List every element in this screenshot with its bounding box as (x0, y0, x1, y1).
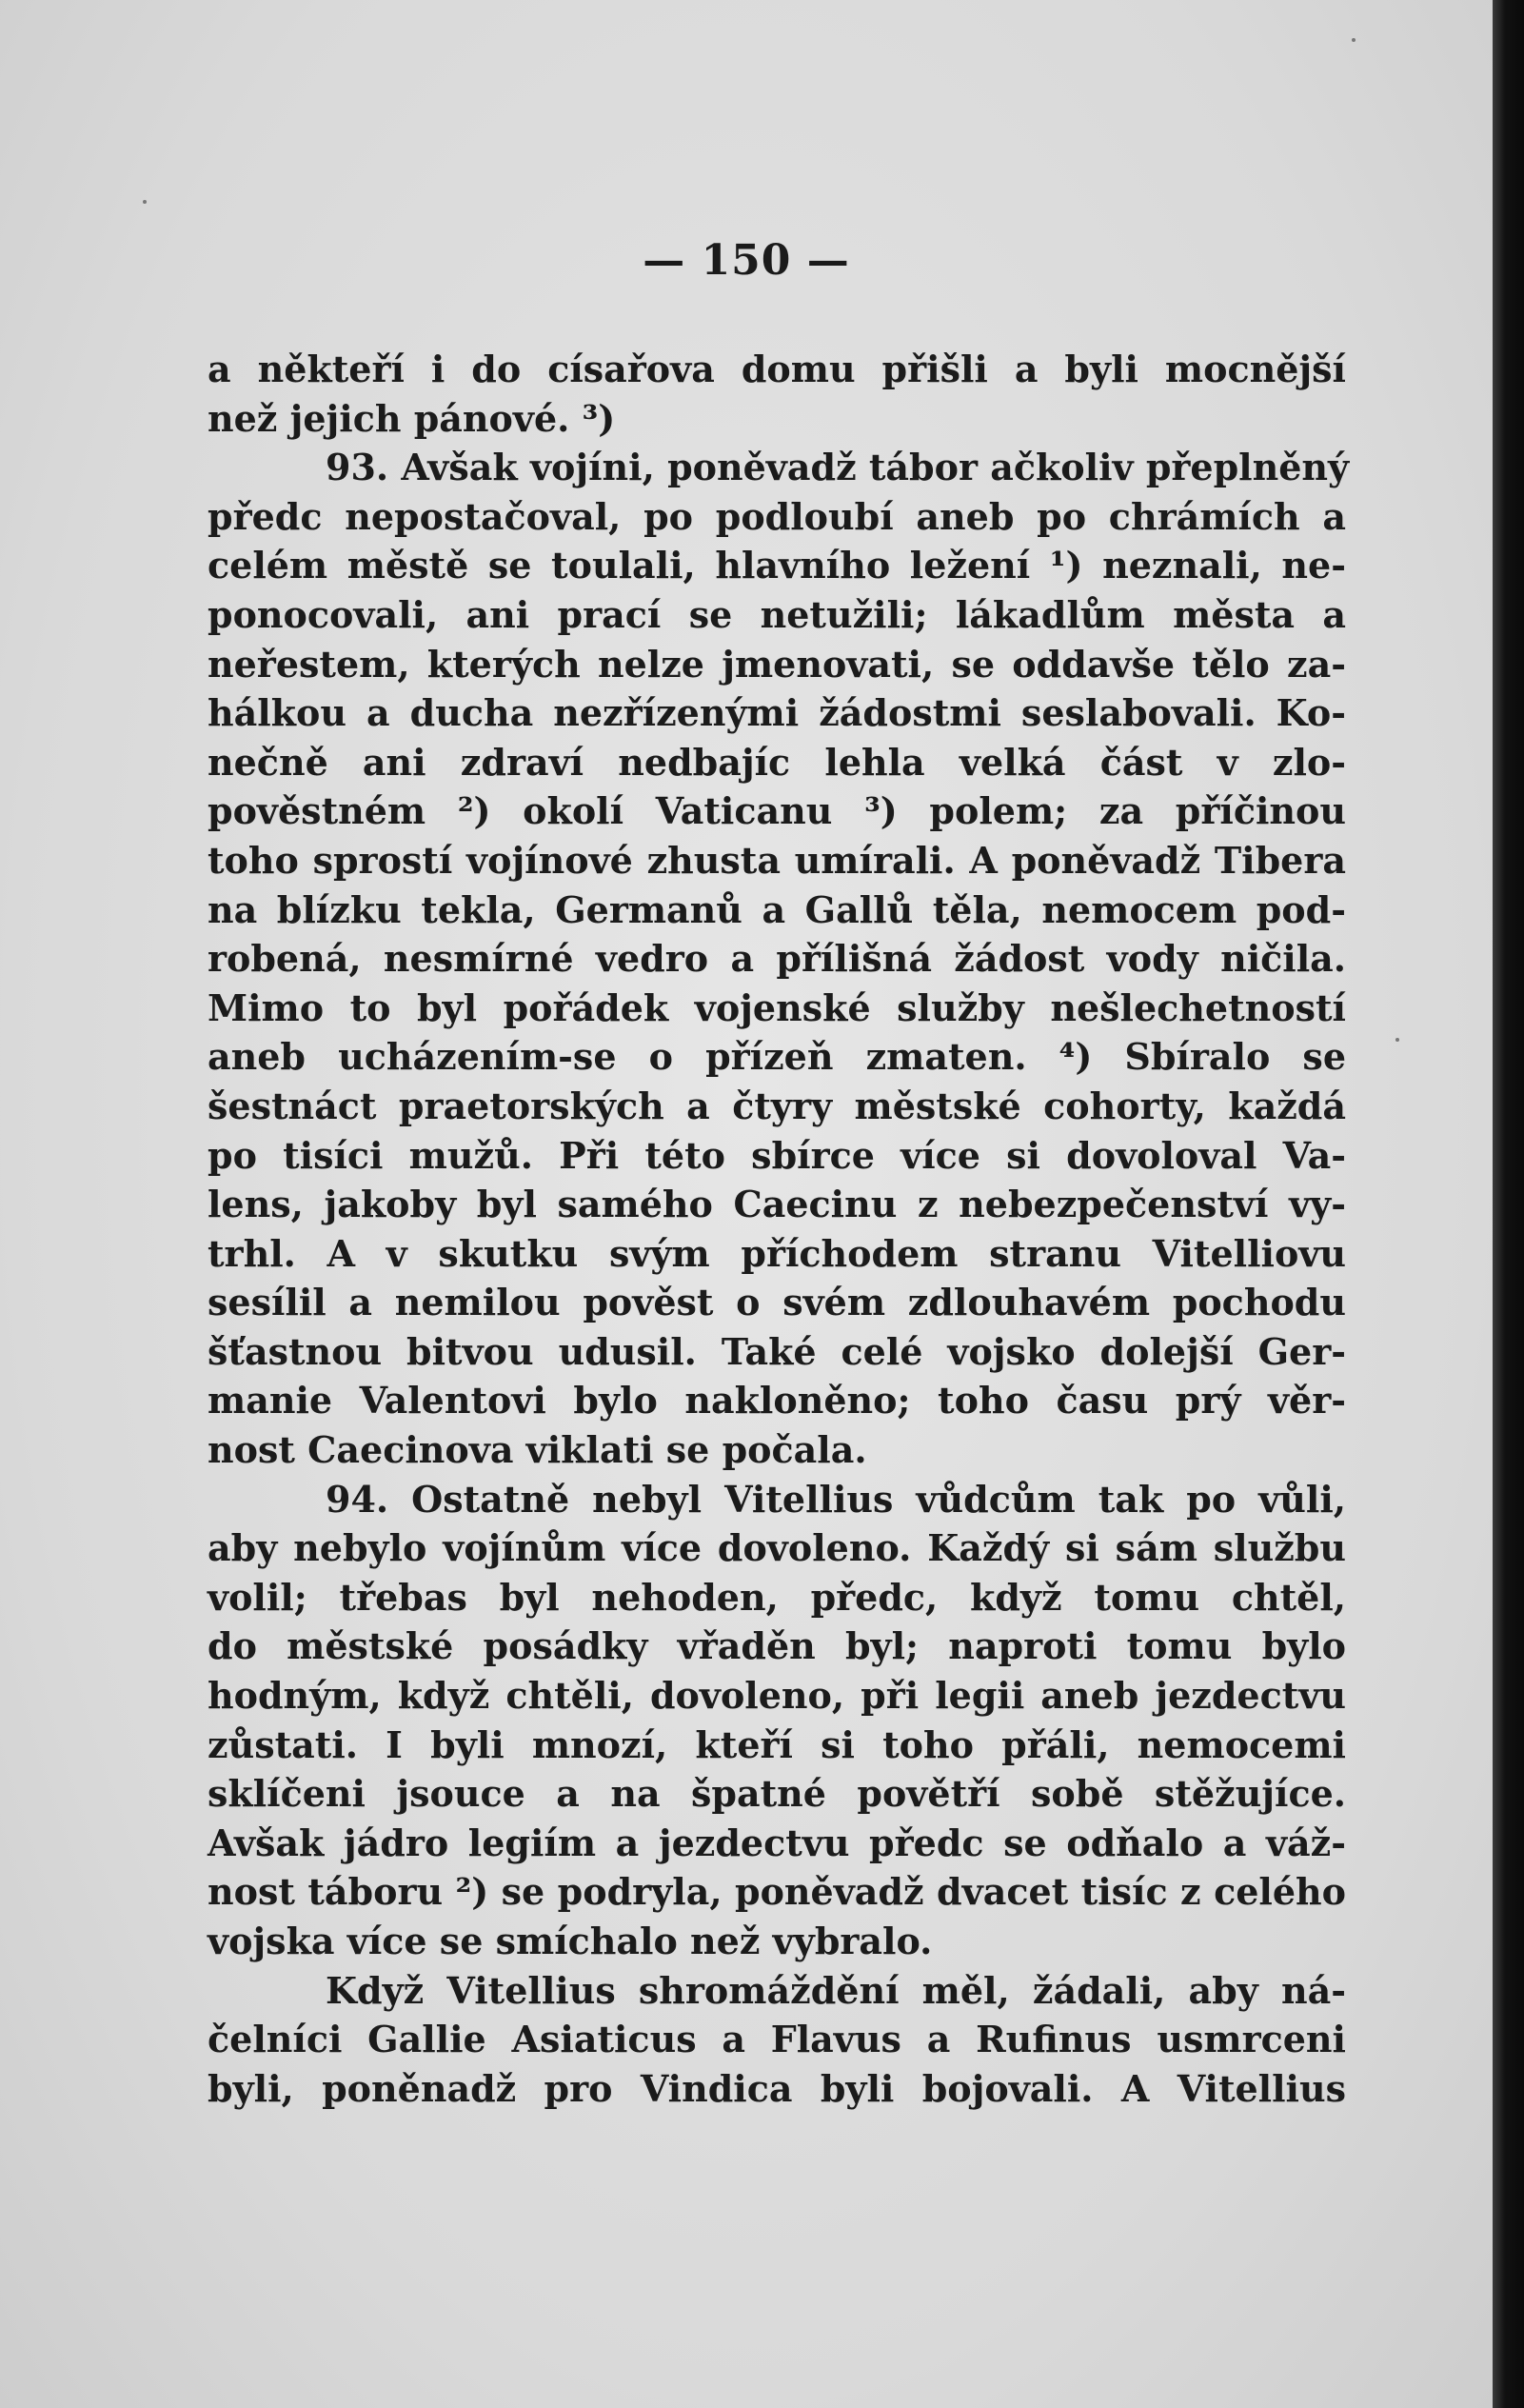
text-line: aneb ucházením-se o přízeň zmaten. ⁴) Sbíralo se (208, 1035, 1346, 1079)
text-line: manie Valentovi bylo nakloněno; toho času prý věr- (208, 1379, 1346, 1423)
text-line: do městské posádky vřaděn byl; naproti tomu bylo (208, 1624, 1346, 1668)
page-number: — 150 — (643, 236, 850, 285)
text-line: aby nebylo vojínům více dovoleno. Každý si sám službu (208, 1526, 1346, 1570)
text-line: pověstném ²) okolí Vaticanu ³) polem; za příčinou (208, 789, 1346, 833)
text-line: Mimo to byl pořádek vojenské služby nešlechetností (208, 985, 1346, 1029)
paper-speck (1395, 1038, 1399, 1042)
text-line: po tisíci mužů. Při této sbírce více si dovoloval Va- (208, 1133, 1346, 1177)
text-line: nost táboru ²) se podryla, poněvadž dvacet tisíc z celého (208, 1870, 1346, 1914)
text-line: ponocovali, ani prací se netužili; lákadlům města a (208, 592, 1346, 636)
text-line: hálkou a ducha nezřízenými žádostmi seslabovali. Ko- (208, 691, 1346, 735)
text-line: sklíčeni jsouce a na špatné povětří sobě stěžujíce. (208, 1772, 1346, 1816)
text-line: byli, poněnadž pro Vindica byli bojovali. A Vitellius (208, 2066, 1346, 2110)
paper-speck (1352, 38, 1356, 42)
text-line: nost Caecinova viklati se počala. (208, 1428, 867, 1472)
text-line: zůstati. I byli mnozí, kteří si toho přáli, nemocemi (208, 1722, 1346, 1766)
text-line: neřestem, kterých nelze jmenovati, se oddavše tělo za- (208, 642, 1346, 686)
text-line: sesílil a nemilou pověst o svém zdlouhavém pochodu (208, 1281, 1346, 1324)
text-line: volil; třebas byl nehoden, předc, když tomu chtěl, (208, 1575, 1346, 1619)
text-line: šestnáct praetorských a čtyry městské cohorty, každá (208, 1084, 1346, 1127)
text-line: Když Vitellius shromáždění měl, žádali, aby ná- (326, 1968, 1346, 2012)
text-line: 94. Ostatně nebyl Vitellius vůdcům tak po vůli, (326, 1477, 1346, 1521)
text-line: robená, nesmírné vedro a přílišná žádost vody ničila. (208, 937, 1346, 981)
text-line: hodným, když chtěli, dovoleno, při legii aneb jezdectvu (208, 1674, 1346, 1718)
text-line: než jejich pánové. ³) (208, 396, 616, 440)
text-line: předc nepostačoval, po podloubí aneb po chrámích a (208, 494, 1346, 538)
scan-edge (1493, 0, 1524, 2408)
body-text (208, 345, 1350, 2113)
text-line: a někteří i do císařova domu přišli a byli mocnější (208, 348, 1346, 390)
text-line: čelníci Gallie Asiaticus a Flavus a Rufinus usmrceni (208, 2018, 1346, 2061)
text-line: na blízku tekla, Germanů a Gallů těla, nemocem pod- (208, 887, 1346, 931)
text-line: vojska více se smíchalo než vybralo. (208, 1920, 933, 1962)
paper-speck (143, 200, 147, 204)
text-line: 93. Avšak vojíni, poněvadž tábor ačkoliv přeplněný (326, 446, 1350, 489)
text-line: šťastnou bitvou udusil. Také celé vojsko dolejší Ger- (208, 1329, 1346, 1373)
text-line: celém městě se toulali, hlavního ležení ¹) neznali, ne- (208, 544, 1346, 587)
text-line: toho sprostí vojínové zhusta umírali. A poněvadž Tibera (208, 838, 1346, 882)
text-line: trhl. A v skutku svým příchodem stranu Vitelliovu (208, 1231, 1346, 1275)
text-line: Avšak jádro legiím a jezdectvu předc se odňalo a váž- (208, 1821, 1346, 1864)
text-line: lens, jakoby byl samého Caecinu z nebezpečenství vy- (208, 1183, 1346, 1226)
text-line: nečně ani zdraví nedbajíc lehla velká část v zlo- (208, 740, 1346, 784)
